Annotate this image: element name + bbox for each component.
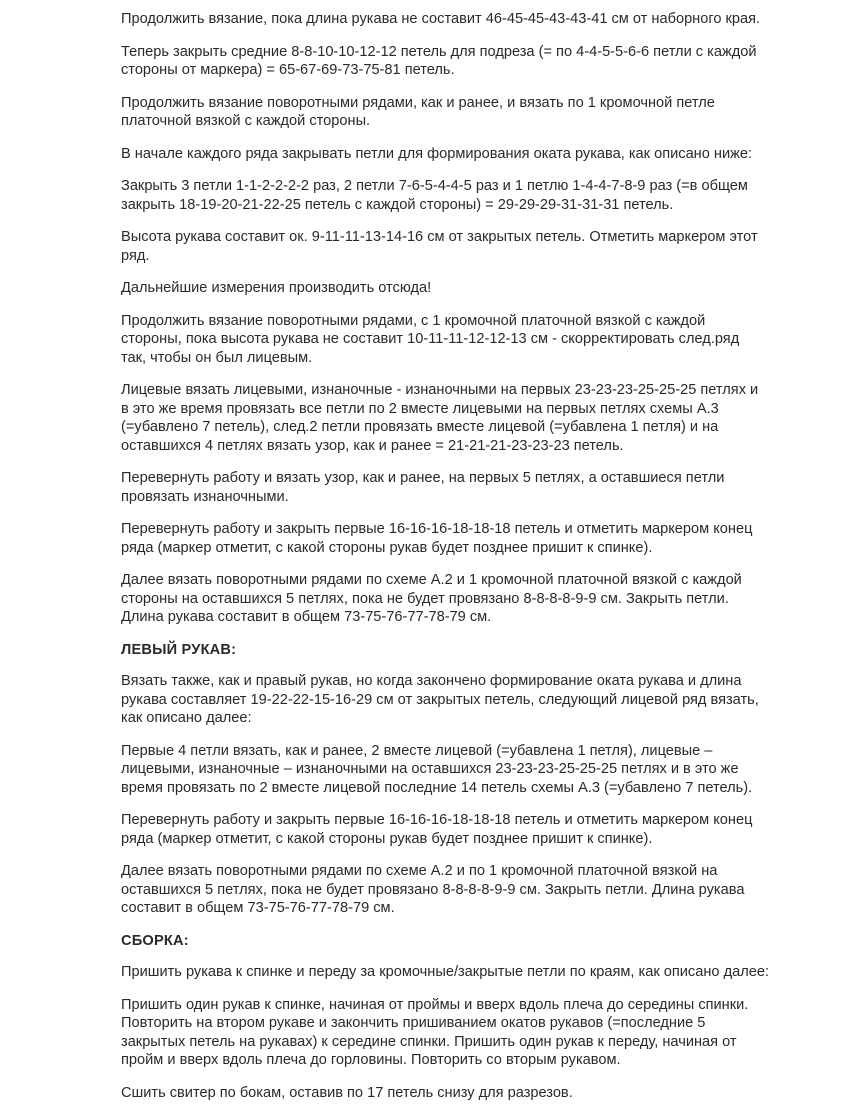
paragraph (121, 312, 811, 368)
text-line: оставшихся 4 петлях вязать узор, как и ранее = 21-21-21-23-23-23 петель. (121, 437, 624, 454)
text-line: оставшихся 5 петлях, пока не будет провязано 8-8-8-8-9-9 см. Закрыть петли. Длина рукава (121, 881, 745, 898)
text-line: Вязать также, как и правый рукав, но когда закончено формирование оката рукава и длина (121, 673, 742, 689)
text-line: ряд. (121, 247, 150, 264)
text-line: пройм и вверх вдоль плеча до горловины. Повторить со вторым рукавом. (121, 1052, 621, 1068)
text-line: Далее вязать поворотными рядами по схеме А.2 и по 1 кромочной платочной вязкой на (121, 863, 718, 879)
text-line: Сшить свитер по бокам, оставив по 17 петель снизу для разрезов. (121, 1084, 573, 1101)
text-line: Закрыть 3 петли 1-1-2-2-2-2 раз, 2 петли 7-6-5-4-4-5 раз и 1 петлю 1-4-4-7-8-9 раз (=в общем (121, 178, 748, 194)
text-line: провязать изнаночными. (121, 488, 289, 505)
text-line: так, чтобы он был лицевым. (121, 349, 313, 366)
text-line: закрытых петель на рукавах) к середине спинки. Пришить один рукав к переду, начиная от (121, 1033, 737, 1050)
text-line: Высота рукава составит ок. 9-11-11-13-14-16 см от закрытых петель. Отметить маркером этот (121, 229, 758, 245)
text-line: ряда (маркер отметит, с какой стороны рукав будет позднее пришит к спинке). (121, 539, 653, 556)
text-line: Продолжить вязание поворотными рядами, как и ранее, и вязать по 1 кромочной петле (121, 94, 715, 111)
text-line: рукава составляет 19-22-22-15-16-29 см от закрытых петель, следующий лицевой ряд вязать, (121, 691, 759, 708)
text-line: Дальнейшие измерения производить отсюда! (121, 280, 432, 296)
section-heading (121, 641, 811, 660)
paragraph (121, 963, 811, 982)
text-line: Продолжить вязание поворотными рядами, с 1 кромочной платочной вязкой с каждой (121, 312, 706, 329)
paragraph (121, 228, 811, 265)
paragraph (121, 571, 811, 627)
text-line: стороны от маркера) = 65-67-69-73-75-81 петель. (121, 62, 455, 78)
text-line: как описано далее: (121, 710, 252, 726)
text-line: закрыть 18-19-20-21-22-25 петель с каждой стороны) = 29-29-29-31-31-31 петель. (121, 196, 674, 213)
text-line: стороны на оставшихся 5 петлях, пока не будет провязано 8-8-8-8-9-9 см. Закрыть петли. (121, 590, 729, 607)
paragraph (121, 43, 811, 80)
text-line: Лицевые вязать лицевыми, изнаночные - изнаночными на первых 23-23-23-25-25-25 петлях и (121, 382, 759, 398)
text-line: Перевернуть работу и закрыть первые 16-16-16-18-18-18 петель и отметить маркером конец (121, 812, 753, 828)
paragraph (121, 742, 811, 798)
paragraph (121, 862, 811, 918)
paragraph (121, 381, 811, 455)
text-line: платочной вязкой с каждой стороны. (121, 113, 371, 129)
paragraph (121, 10, 811, 29)
text-line: Перевернуть работу и вязать узор, как и ранее, на первых 5 петлях, а оставшиеся петли (121, 470, 725, 486)
text-line: Длина рукава составит в общем 73-75-76-77-78-79 см. (121, 609, 492, 625)
paragraph (121, 520, 811, 557)
text-line: Теперь закрыть средние 8-8-10-10-12-12 петель для подреза (= по 4-4-5-5-6-6 петли с каждой (121, 43, 757, 60)
text-line: время провязать по 2 вместе лицевой последние 14 петель схемы А.3 (=убавлено 7 петель). (121, 779, 753, 796)
text-line: Пришить рукава к спинке и переду за кромочные/закрытые петли по краям, как описано далее: (121, 964, 770, 980)
text-line: Пришить один рукав к спинке, начиная от проймы и вверх вдоль плеча до середины спинки. (121, 996, 749, 1013)
text-line: ЛЕВЫЙ РУКАВ: (121, 641, 237, 658)
text-line: стороны, пока высота рукава не составит 10-11-11-12-12-13 см - скорректировать след.ряд (121, 331, 740, 347)
paragraph (121, 811, 811, 848)
text-line: Перевернуть работу и закрыть первые 16-16-16-18-18-18 петель и отметить маркером конец (121, 521, 753, 537)
paragraph (121, 1084, 811, 1103)
paragraph (121, 145, 811, 164)
text-line: ряда (маркер отметит, с какой стороны рукав будет позднее пришит к спинке). (121, 830, 653, 847)
text-line: Первые 4 петли вязать, как и ранее, 2 вместе лицевой (=убавлена 1 петля), лицевые – (121, 742, 713, 759)
document-page (121, 10, 811, 1116)
section-heading (121, 932, 811, 951)
paragraph (121, 469, 811, 506)
paragraph (121, 177, 811, 214)
text-line: лицевыми, изнаночные – изнаночными на оставшихся 23-23-23-25-25-25 петлях и в это же (121, 761, 739, 777)
text-line: в это же время провязать все петли по 2 вместе лицевыми на первых петлях схемы А.3 (121, 400, 719, 417)
text-line: СБОРКА: (121, 932, 189, 949)
text-line: Далее вязать поворотными рядами по схеме А.2 и 1 кромочной платочной вязкой с каждой (121, 572, 742, 588)
text-line: составит в общем 73-75-76-77-78-79 см. (121, 900, 395, 916)
paragraph (121, 672, 811, 728)
text-line: (=убавлено 7 петель), след.2 петли провязать вместе лицевой (=убавлена 1 петля) и на (121, 419, 719, 435)
text-line: Повторить на втором рукаве и закончить пришиванием окатов рукавов (=последние 5 (121, 1015, 706, 1031)
paragraph (121, 996, 811, 1070)
text-line: В начале каждого ряда закрывать петли для формирования оката рукава, как описано ниже: (121, 145, 753, 162)
text-line: Продолжить вязание, пока длина рукава не составит 46-45-45-43-43-41 см от наборного края. (121, 11, 761, 27)
paragraph (121, 94, 811, 131)
paragraph (121, 279, 811, 298)
